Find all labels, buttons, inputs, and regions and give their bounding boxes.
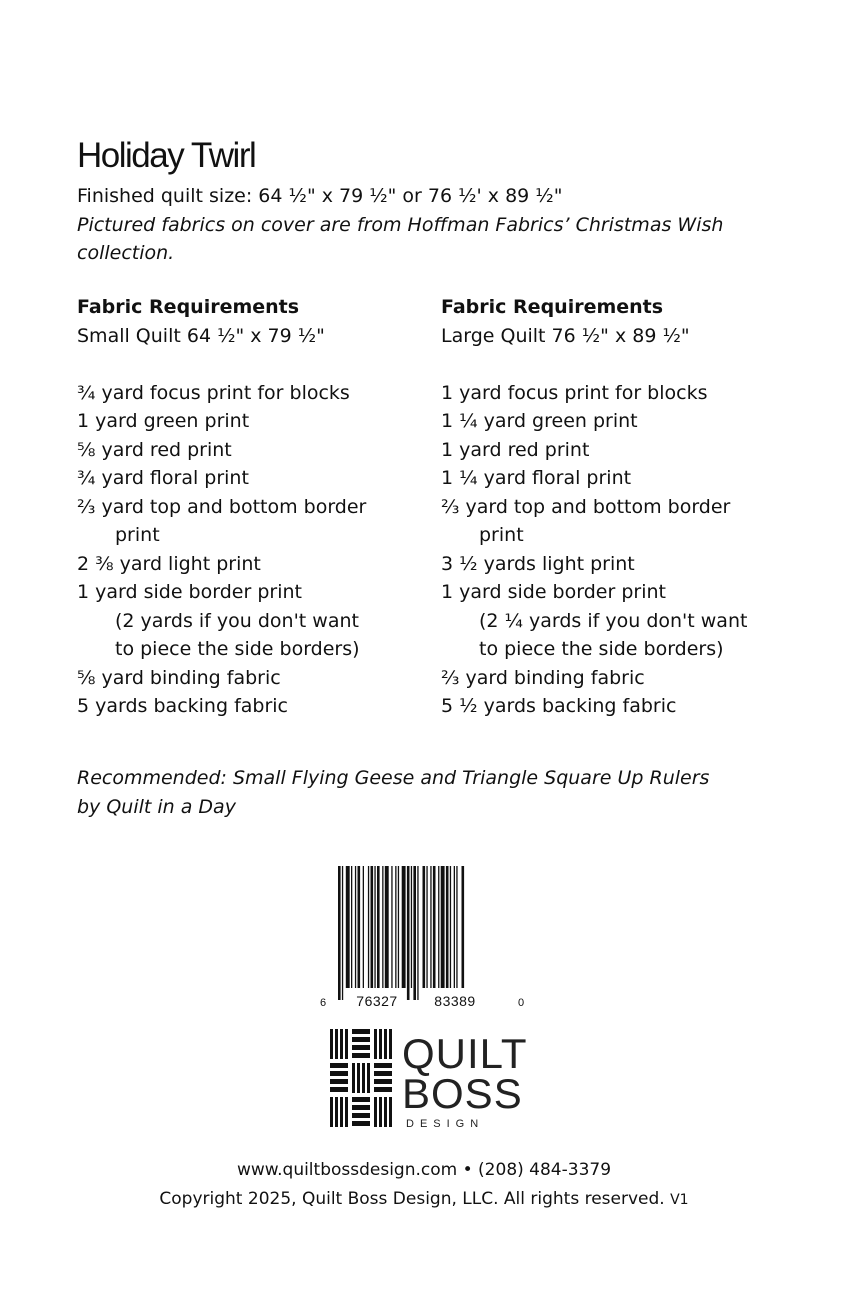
logo-stripe (330, 1097, 333, 1127)
large-item: ⅔ yard binding fabric (441, 666, 645, 689)
logo-stripe (330, 1079, 348, 1084)
barcode-bar (438, 866, 439, 988)
barcode-bar (382, 866, 383, 988)
small-item: (2 yards if you don't want (115, 609, 359, 632)
logo-stripe (374, 1079, 392, 1084)
logo-stripe (352, 1029, 370, 1034)
logo-stripe (340, 1029, 343, 1059)
barcode-bar (456, 866, 457, 988)
logo-stripe (335, 1029, 338, 1059)
finished-size: Finished quilt size: 64 ½" x 79 ½" or 76 ½' x 89 ½" (77, 185, 563, 207)
logo-stripe (352, 1105, 370, 1110)
barcode-bar (430, 866, 431, 988)
logo-stripe (374, 1071, 392, 1076)
logo-stripe (352, 1053, 370, 1058)
logo-stripe (357, 1063, 360, 1093)
large-item: 3 ½ yards light print (441, 552, 635, 575)
barcode-bar (342, 866, 343, 1000)
large-subheading: Large Quilt 76 ½" x 89 ½" (441, 324, 690, 347)
large-item: 1 ¼ yard green print (441, 410, 638, 432)
barcode-bar (351, 866, 352, 988)
barcode-bar (346, 866, 350, 988)
barcode-digit-left: 6 (320, 997, 327, 1009)
barcode-digit-right: 0 (518, 997, 525, 1009)
recommended-line-1: Recommended: Small Flying Geese and Triangle Square Up Rulers (77, 767, 710, 789)
contact-line: www.quiltbossdesign.com • (208) 484-3379 (236, 1160, 612, 1180)
logo-word-design: DESIGN (406, 1118, 485, 1130)
logo-stripe (352, 1121, 370, 1126)
barcode-bar (377, 866, 380, 988)
logo-stripe (374, 1029, 377, 1059)
small-item: 5 yards backing fabric (77, 695, 288, 717)
large-item: 1 yard side border print (441, 581, 666, 603)
barcode-bar (413, 866, 416, 1000)
pattern-title: Holiday Twirl (77, 136, 256, 175)
small-item: ⅝ yard binding fabric (77, 666, 281, 689)
small-item: 1 yard green print (77, 410, 250, 432)
large-item: 1 yard focus print for blocks (441, 381, 708, 404)
barcode-bar (433, 866, 436, 988)
large-item: print (479, 524, 524, 546)
barcode-bar (407, 866, 410, 1000)
large-item: (2 ¼ yards if you don't want (479, 609, 748, 632)
quilt-boss-logo-wordmark (402, 1030, 528, 1130)
logo-stripe (379, 1097, 382, 1127)
logo-stripe (330, 1029, 333, 1059)
barcode-bar (417, 866, 418, 1000)
fabric-note-line-1: Pictured fabrics on cover are from Hoffman Fabrics’ Christmas Wish (77, 213, 724, 236)
logo-stripe (335, 1097, 338, 1127)
recommended-rulers (77, 764, 777, 822)
large-quilt-requirements (441, 293, 801, 721)
logo-word-boss: BOSS (402, 1070, 523, 1117)
small-item: ⅝ yard red print (77, 438, 232, 461)
barcode-bar (454, 866, 455, 988)
barcode-bar (391, 866, 392, 988)
barcode-bar (441, 866, 445, 988)
barcode-bar (355, 866, 356, 988)
barcode-bar (402, 866, 406, 988)
barcode-bar (423, 866, 426, 988)
logo-stripe (362, 1063, 365, 1093)
logo-stripe (374, 1097, 377, 1127)
copyright-text: Copyright 2025, Quilt Boss Design, LLC. All rights reserved. (159, 1189, 665, 1209)
small-item: print (115, 524, 160, 546)
barcode-bar (374, 866, 375, 988)
logo-stripe (389, 1097, 392, 1127)
logo-stripe (345, 1029, 348, 1059)
logo-stripe (374, 1087, 392, 1092)
barcode-bar (338, 866, 341, 1000)
logo-stripe (384, 1029, 387, 1059)
barcode-bar (426, 866, 427, 988)
logo-stripe (345, 1097, 348, 1127)
barcode-bar (395, 866, 396, 988)
small-subheading: Small Quilt 64 ½" x 79 ½" (77, 324, 325, 347)
barcode-bar (450, 866, 451, 988)
barcode-group-2: 83389 (434, 993, 476, 1009)
logo-stripe (384, 1097, 387, 1127)
small-heading: Fabric Requirements (77, 296, 300, 318)
logo-word-quilt: QUILT (402, 1030, 528, 1077)
logo-stripe (330, 1087, 348, 1092)
spacer (77, 350, 437, 379)
barcode-bar (462, 866, 465, 988)
intro-block (77, 182, 723, 268)
barcode-bar (363, 866, 364, 988)
small-quilt-requirements (77, 293, 437, 721)
small-item: ⅔ yard top and bottom border (77, 495, 367, 518)
logo-stripe (330, 1071, 348, 1076)
large-item: 5 ½ yards backing fabric (441, 695, 677, 717)
logo-stripe (340, 1097, 343, 1127)
logo-stripe (379, 1029, 382, 1059)
barcode-group-1: 76327 (356, 993, 398, 1009)
small-item: ¾ yard focus print for blocks (77, 381, 350, 404)
logo-stripe (352, 1037, 370, 1042)
barcode-bar (358, 866, 361, 988)
small-item: ¾ yard floral print (77, 467, 249, 489)
barcode-bar (446, 866, 449, 988)
barcode-bar (411, 866, 412, 988)
quilt-boss-logo-icon (330, 1029, 392, 1135)
footer (0, 1156, 841, 1215)
fabric-note-line-2: collection. (77, 242, 175, 264)
logo-stripe (367, 1063, 370, 1093)
barcode (318, 866, 532, 1012)
logo-stripe (389, 1029, 392, 1059)
logo-stripe (330, 1063, 348, 1068)
barcode-bar (385, 866, 389, 988)
logo-stripe (352, 1113, 370, 1118)
barcode-bar (398, 866, 399, 988)
small-item: to piece the side borders) (115, 638, 360, 660)
large-heading: Fabric Requirements (441, 296, 664, 318)
barcode-bars (338, 866, 464, 1000)
copyright-line (0, 1185, 841, 1215)
barcode-bar (368, 866, 369, 988)
version-label: V1 (670, 1192, 689, 1208)
large-item: ⅔ yard top and bottom border (441, 495, 731, 518)
logo-stripe (352, 1063, 355, 1093)
large-item: 1 yard red print (441, 438, 590, 461)
large-item: 1 ¼ yard floral print (441, 467, 632, 489)
recommended-line-2: by Quilt in a Day (77, 796, 236, 818)
small-item: 1 yard side border print (77, 581, 302, 603)
logo-stripe (352, 1045, 370, 1050)
barcode-bar (371, 866, 374, 988)
spacer (441, 350, 801, 379)
logo-stripe (352, 1097, 370, 1102)
logo-stripe (374, 1063, 392, 1068)
small-item: 2 ⅜ yard light print (77, 552, 261, 575)
large-item: to piece the side borders) (479, 638, 724, 660)
